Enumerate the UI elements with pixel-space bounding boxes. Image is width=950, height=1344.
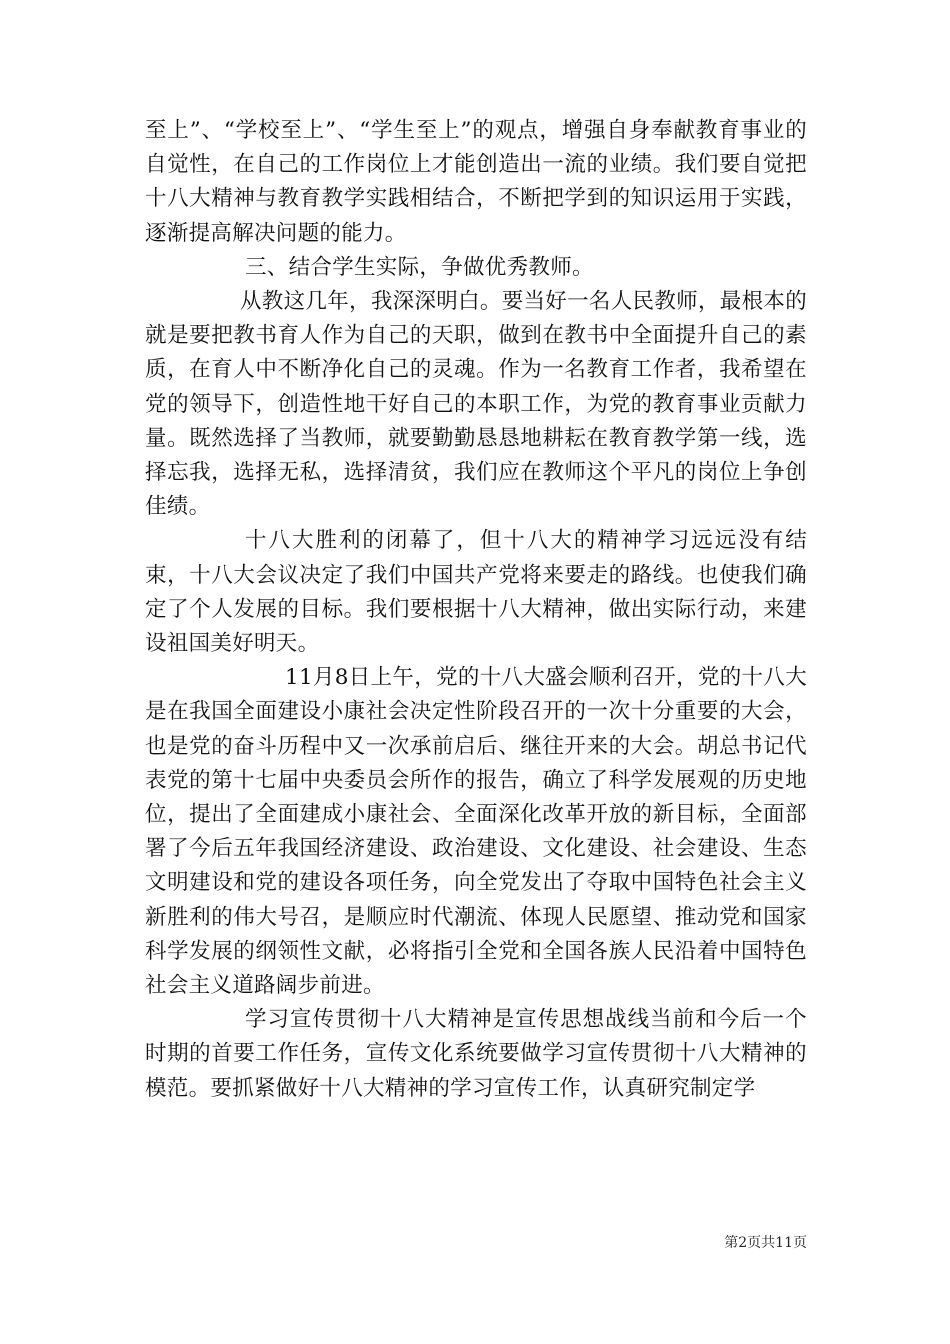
- document-body: [145, 114, 807, 1106]
- paragraph-continuation: 至上”、“学校至上”、“学生至上”的观点，增强自身奉献教育事业的自觉性，在自己的工作岗位上才能创造出一流的业绩。我们要自觉把十八大精神与教育教学实践相结合，不断把学到的知识运用于实践，逐渐提高解决问题的能力。: [145, 118, 807, 246]
- paragraph-congress-closing: 十八大胜利的闭幕了，但十八大的精神学习远远没有结束，十八大会议决定了我们中国共产党将来要走的路线。也使我们确定了个人发展的目标。我们要根据十八大精神，做出实际行动，来建设祖国美好明天。: [145, 528, 807, 657]
- page-number: 第2页共11页: [724, 1235, 807, 1251]
- paragraph-propaganda: 学习宣传贯彻十八大精神是宣传思想战线当前和今后一个时期的首要工作任务，宣传文化系统要做学习宣传贯彻十八大精神的模范。要抓紧做好十八大精神的学习宣传工作，认真研究制定学: [145, 1007, 807, 1101]
- paragraph-congress-opening: 11月8日上午，党的十八大盛会顺利召开，党的十八大是在我国全面建设小康社会决定性阶段召开的一次十分重要的大会，也是党的奋斗历程中又一次承前启后、继往开来的大会。胡总书记代表党的第十七届中央委员会所作的报告，确立了科学发展观的历史地位，提出了全面建成小康社会、全面深化改革开放的新目标，全面部署了今后五年我国经济建设、政治建设、文化建设、社会建设、生态文明建设和党的建设各项任务，向全党发出了夺取中国特色社会主义新胜利的伟大号召，是顺应时代潮流、体现人民愿望、推动党和国家科学发展的纲领性文献，必将指引全党和全国各族人民沿着中国特色社会主义道路阔步前进。: [145, 665, 807, 999]
- paragraph-teaching: 从教这几年，我深深明白。要当好一名人民教师，最根本的就是要把教书育人作为自己的天职，做到在教书中全面提升自己的素质，在育人中不断净化自己的灵魂。作为一名教育工作者，我希望在党的领导下，创造性地干好自己的本职工作，为党的教育事业贡献力量。既然选择了当教师，就要勤勤恳恳地耕耘在教育教学第一线，选择忘我，选择无私，选择清贫，我们应在教师这个平凡的岗位上争创佳绩。: [145, 289, 807, 520]
- section-heading: 三、结合学生实际，争做优秀教师。: [245, 254, 594, 280]
